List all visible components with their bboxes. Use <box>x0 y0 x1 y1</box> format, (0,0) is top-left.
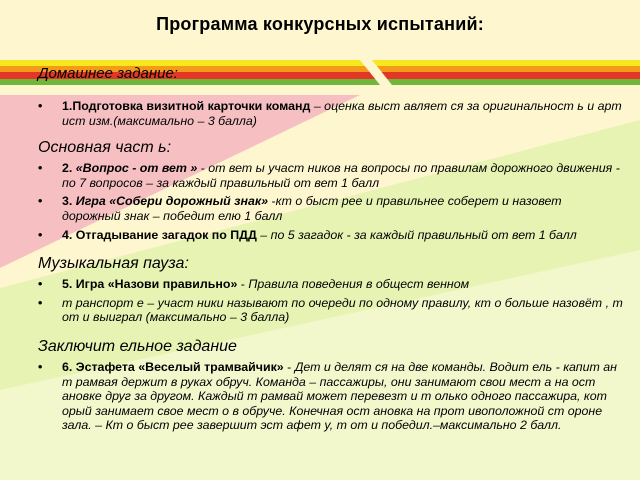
section-heading: Музыкальная пауза: <box>38 255 189 273</box>
bullet: • <box>38 359 43 374</box>
program-content <box>38 64 623 433</box>
list-item: • т ранспорт е – участ ники называют по очереди по одному правилу, кт о больше назовёт , т от и выиграл (максимально – 3 балла) <box>38 295 623 325</box>
list-item: • 1.Подготовка визитной карточки команд – оценка выст авляет ся за оригинальност ь и арт ист изм.(максимально – 3 балла) <box>38 99 622 128</box>
list-item: • 4. Отгадывание загадок по ПДД – по 5 загадок - за каждый правильный от вет 1 балл <box>38 227 577 242</box>
list-item: • 3. Игра «Собери дорожный знак» -кт о быст рее и правильнее соберет и назовет дорожный знак – победит елю 1 балл <box>38 194 562 223</box>
bullet: • <box>38 227 43 242</box>
bullet: • <box>38 161 43 176</box>
list-item: • 2. «Вопрос - от вет » - от вет ы участ ников на вопросы по правилам дорожного движения - по 7 вопросов – за каждый правильный от вет 1 балл <box>38 161 620 190</box>
list-item: • 6. Эстафета «Веселый трамвайчик» - Дет и делят ся на две команды. Водит ель - капит ан т рамвая держит в руках обруч. Команда – пассажиры, они занимают свои мест а на ост ановке друг за другом. Каждый т рамвай может перевезт и т олько одного пассажира, кот орый занимает свое мест о в обруче. Конечная ост ановка на прот ивоположной ст ороне зала. – Кт о быст рее завершит эст афет у, т от и победил.–максимально 2 балл. <box>38 359 617 433</box>
section-heading: Основная част ь: <box>38 139 172 157</box>
section-heading: Заключит ельное задание <box>38 337 237 355</box>
bullet: • <box>38 277 43 292</box>
bullet: • <box>38 99 43 113</box>
section-heading: Домашнее задание: <box>38 65 178 82</box>
bullet: • <box>38 295 43 310</box>
list-item: • 5. Игра «Назови правильно» - Правила поведения в общест венном <box>38 277 470 292</box>
slide-title: Программа конкурсных испытаний: <box>156 14 484 34</box>
bullet: • <box>38 194 43 209</box>
